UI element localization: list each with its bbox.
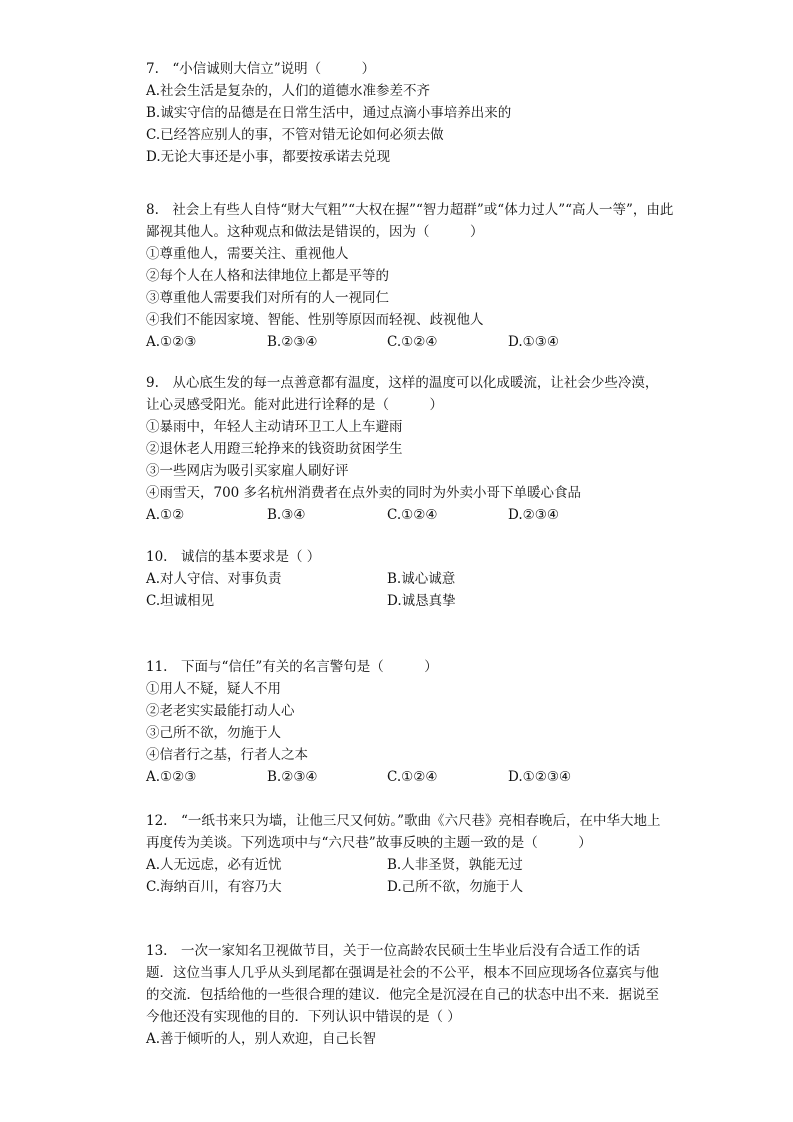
question-10 bbox=[146, 546, 686, 612]
option-a: A.社会生活是复杂的，人们的道德水准参差不齐 bbox=[146, 83, 431, 99]
question-stem-line: 鄙视其他人。这种观点和做法是错误的，因为（ ） bbox=[146, 224, 484, 240]
options-row bbox=[146, 876, 686, 898]
question-stem-line: 的交流．包括给他的一些很合理的建议．他完全是沉浸在自己的状态中出不来．据说至 bbox=[146, 987, 659, 1003]
question-7 bbox=[146, 58, 686, 168]
option-b: B.诚心诚意 bbox=[387, 571, 456, 587]
options-row bbox=[146, 331, 686, 353]
statement-3: ③己所不欲，勿施于人 bbox=[146, 725, 281, 741]
statement-4: ④信者行之基，行者人之本 bbox=[146, 747, 308, 763]
option-b: B.③④ bbox=[267, 507, 306, 523]
option-d: D.诚恳真挚 bbox=[387, 593, 456, 609]
option-c: C.海纳百川，有容乃大 bbox=[146, 879, 282, 895]
option-d: D.②③④ bbox=[508, 507, 559, 523]
statement-3: ③尊重他人需要我们对所有的人一视同仁 bbox=[146, 290, 389, 306]
option-b: B.诚实守信的品德是在日常生活中，通过点滴小事培养出来的 bbox=[146, 105, 512, 121]
statement-4: ④雨雪天，700 多名杭州消费者在点外卖的同时为外卖小哥下单暖心食品 bbox=[146, 485, 582, 501]
option-c: C.①②④ bbox=[387, 334, 438, 350]
option-a: A.善于倾听的人，别人欢迎，自己长智 bbox=[146, 1031, 377, 1047]
option-d: D.无论大事还是小事，都要按承诺去兑现 bbox=[146, 149, 391, 165]
question-8 bbox=[146, 199, 686, 353]
question-stem-line: 13. 一次一家知名卫视做节目，关于一位高龄农民硕士生毕业后没有合适工作的话 bbox=[146, 943, 640, 959]
options-row bbox=[146, 854, 686, 876]
statement-2: ②每个人在人格和法律地位上都是平等的 bbox=[146, 268, 389, 284]
options-row bbox=[146, 590, 686, 612]
statement-3: ③一些网店为吸引买家雇人刷好评 bbox=[146, 463, 349, 479]
option-c: C.已经答应别人的事，不管对错无论如何必须去做 bbox=[146, 127, 444, 143]
question-stem-line: 再度传为美谈。下列选项中与“六尺巷”故事反映的主题一致的是（ ） bbox=[146, 835, 592, 851]
question-12 bbox=[146, 810, 686, 898]
question-11 bbox=[146, 656, 686, 788]
option-b: B.②③④ bbox=[267, 334, 318, 350]
statement-1: ①暴雨中，年轻人主动请环卫工人上车避雨 bbox=[146, 419, 403, 435]
question-stem-line: 题．这位当事人几乎从头到尾都在强调是社会的不公平，根本不回应现场各位嘉宾与他 bbox=[146, 965, 659, 981]
statement-4: ④我们不能因家境、智能、性别等原因而轻视、歧视他人 bbox=[146, 312, 484, 328]
option-c: C.①②④ bbox=[387, 507, 438, 523]
option-c: C.①②④ bbox=[387, 769, 438, 785]
question-stem-line: 今他还没有实现他的目的．下列认识中错误的是（ ） bbox=[146, 1009, 461, 1025]
option-a: A.①②③ bbox=[146, 769, 197, 785]
question-stem: 7. “小信诚则大信立”说明（ ） bbox=[146, 61, 376, 77]
question-stem-line: 9. 从心底生发的每一点善意都有温度，这样的温度可以化成暖流，让社会少些冷漠， bbox=[146, 375, 659, 391]
option-b: B.人非圣贤，孰能无过 bbox=[387, 857, 523, 873]
statement-1: ①用人不疑，疑人不用 bbox=[146, 681, 281, 697]
statement-2: ②退休老人用蹬三轮挣来的钱资助贫困学生 bbox=[146, 441, 403, 457]
question-stem-line: 8. 社会上有些人自恃“财大气粗”“大权在握”“智力超群”或“体力过人”“高人一等”，由此 bbox=[146, 202, 674, 218]
option-a: A.①② bbox=[146, 507, 185, 523]
question-9 bbox=[146, 372, 686, 526]
question-13 bbox=[146, 940, 686, 1050]
question-stem-line: 12. “一纸书来只为墙，让他三尺又何妨。”歌曲《六尺巷》亮相春晚后，在中华大地上 bbox=[146, 813, 661, 829]
option-c: C.坦诚相见 bbox=[146, 593, 215, 609]
option-d: D.己所不欲，勿施于人 bbox=[387, 879, 524, 895]
option-a: A.对人守信、对事负责 bbox=[146, 571, 282, 587]
statement-2: ②老老实实最能打动人心 bbox=[146, 703, 295, 719]
option-a: A.①②③ bbox=[146, 334, 197, 350]
question-stem: 11. 下面与“信任”有关的名言警句是（ ） bbox=[146, 659, 438, 675]
statement-1: ①尊重他人，需要关注、重视他人 bbox=[146, 246, 349, 262]
option-a: A.人无远虑，必有近忧 bbox=[146, 857, 282, 873]
option-d: D.①②③④ bbox=[508, 769, 572, 785]
options-row bbox=[146, 504, 686, 526]
option-d: D.①③④ bbox=[508, 334, 559, 350]
question-stem-line: 让心灵感受阳光。能对此进行诠释的是（ ） bbox=[146, 397, 443, 413]
options-row bbox=[146, 766, 686, 788]
question-stem: 10. 诚信的基本要求是（ ） bbox=[146, 549, 321, 565]
option-b: B.②③④ bbox=[267, 769, 318, 785]
options-row bbox=[146, 568, 686, 590]
